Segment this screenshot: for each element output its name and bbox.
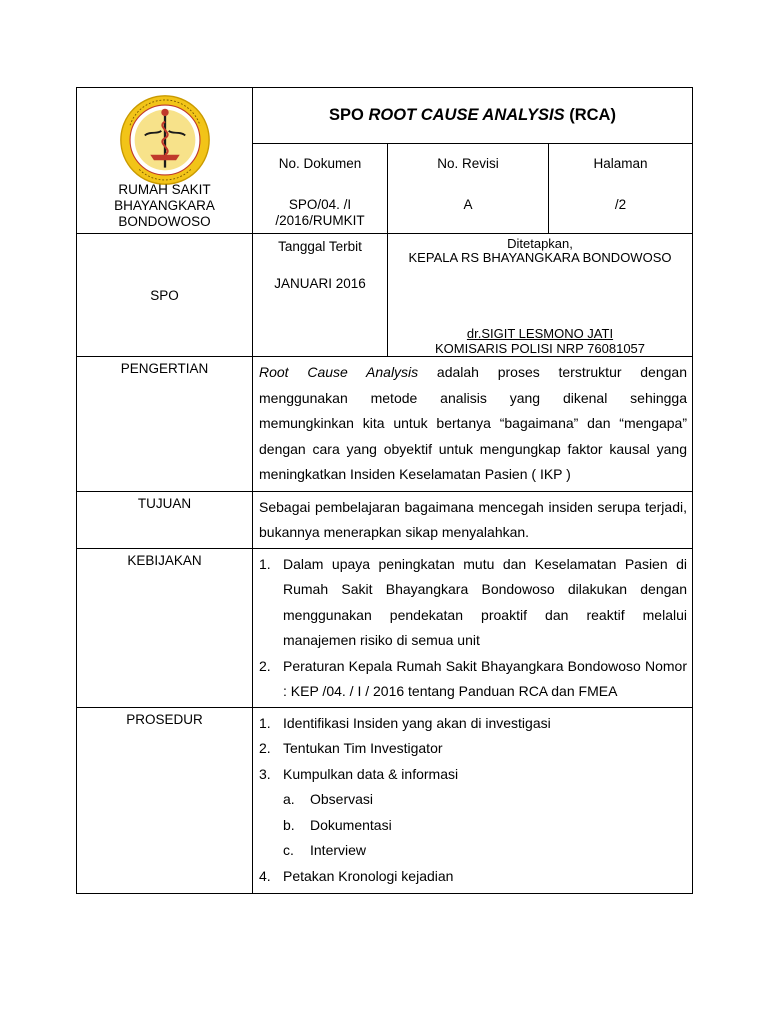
kebijakan-item: 1. Dalam upaya peningkatan mutu dan Keselamatan Pasien di Rumah Sakit Bhayangkara Bondowoso dilakukan dengan menggunakan pendekatan proaktif dan reaktif melalui manajemen risiko di semua unit: [259, 555, 687, 648]
hospital-logo: [119, 94, 211, 186]
hospital-identity-cell: [77, 88, 253, 234]
approver-title: KEPALA RS BHAYANGKARA BONDOWOSO: [408, 250, 672, 265]
signer-name: dr.SIGIT LESMONO JATI: [466, 326, 614, 341]
kebijakan-item: 2. Peraturan Kepala Rumah Sakit Bhayangkara Bondowoso Nomor : KEP /04. / I / 2016 tentang Panduan RCA dan FMEA: [259, 657, 687, 699]
hospital-name: RUMAH SAKIT BHAYANGKARA BONDOWOSO: [114, 182, 215, 229]
ditetapkan-text: Ditetapkan,: [507, 236, 573, 251]
halaman-value: /2: [614, 197, 627, 212]
no-revisi-value: A: [463, 197, 473, 212]
prosedur-item: 3. Kumpulkan data & informasi: [259, 765, 459, 782]
prosedur-item: 2. Tentukan Tim Investigator: [259, 740, 443, 756]
prosedur-item: 1. Identifikasi Insiden yang akan di investigasi: [259, 714, 551, 731]
no-dokumen-value: SPO/04. /I /2016/RUMKIT: [275, 197, 365, 228]
no-revisi-label: No. Revisi: [437, 156, 499, 171]
tujuan-text: Sebagai pembelajaran bagaimana mencegah insiden serupa terjadi, bukannya menerapkan sikap menyalahkan.: [253, 491, 693, 548]
tanggal-terbit-cell: [253, 234, 388, 357]
kebijakan-label: KEBIJAKAN: [77, 548, 253, 707]
pengertian-text: Root Cause Analysis adalah proses terstruktur dengan menggunakan metode analisis yang dikenal sehingga memungkinkan kita untuk bertanya “bagaimana” dan “mengapa” dengan cara yang obyektif untuk mengungkap faktor kausal yang meningkatkan Insiden Keselamatan Pasien ( IKP ): [253, 357, 693, 492]
kebijakan-list: [253, 548, 693, 707]
prosedur-item: 4. Petakan Kronologi kejadian: [259, 867, 454, 884]
halaman-label: Halaman: [593, 156, 648, 171]
no-revisi-cell: [388, 144, 549, 234]
prosedur-label: PROSEDUR: [77, 707, 253, 894]
halaman-cell: [549, 144, 693, 234]
spo-document: [76, 87, 692, 894]
document-title: SPO ROOT CAUSE ANALYSIS (RCA): [253, 88, 693, 144]
tujuan-label: TUJUAN: [77, 491, 253, 548]
no-dokumen-cell: [253, 144, 388, 234]
pengertian-label: PENGERTIAN: [77, 357, 253, 492]
approval-cell: [388, 234, 693, 357]
prosedur-subitem: c. Interview: [283, 842, 367, 858]
tanggal-terbit-label: Tanggal Terbit: [278, 239, 362, 254]
prosedur-subitem: a. Observasi: [283, 791, 374, 807]
tanggal-terbit-value: JANUARI 2016: [274, 276, 366, 291]
prosedur-subitem: b. Dokumentasi: [283, 816, 392, 833]
spo-table: [76, 87, 693, 894]
signer-rank: KOMISARIS POLISI NRP 76081057: [434, 341, 646, 356]
no-dokumen-label: No. Dokumen: [278, 156, 362, 171]
prosedur-list: [253, 707, 693, 894]
spo-label: SPO: [77, 234, 253, 357]
